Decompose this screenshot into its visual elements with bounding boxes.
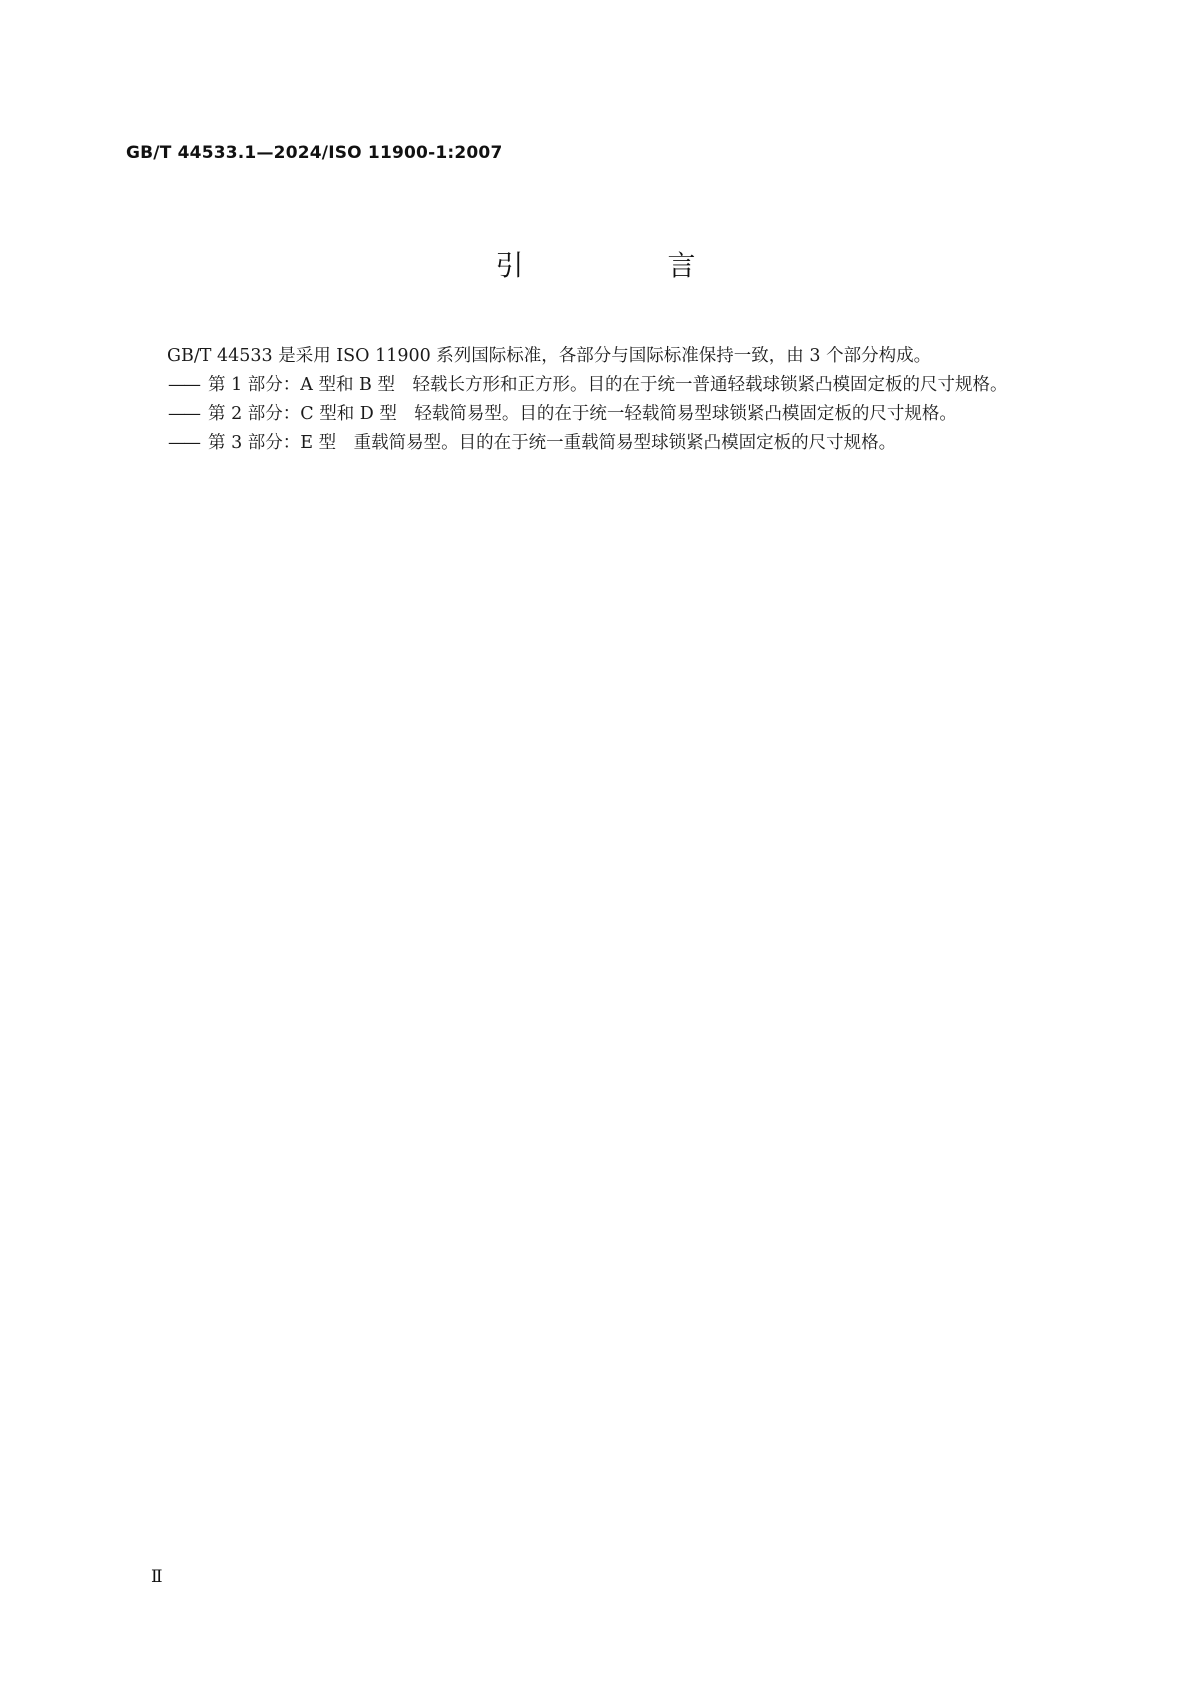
- page-number: Ⅱ: [151, 1567, 163, 1587]
- part-3-text: 第 3 部分：E 型 重载简易型。目的在于统一重载简易型球锁紧凸模固定板的尺寸规格。: [208, 433, 897, 453]
- list-dash: ——: [168, 433, 199, 453]
- introduction-body: [167, 342, 1057, 458]
- intro-paragraph: GB/T 44533 是采用 ISO 11900 系列国际标准，各部分与国际标准保持一致，由 3 个部分构成。: [167, 346, 932, 366]
- list-dash: ——: [168, 375, 199, 395]
- standard-code: GB/T 44533.1—2024/ISO 11900-1:2007: [126, 143, 503, 163]
- document-header: [126, 143, 502, 163]
- list-item-part-2: [168, 400, 1057, 429]
- list-item-part-3: [168, 429, 1057, 458]
- list-item-part-1: [168, 371, 1057, 400]
- parts-list: [167, 371, 1057, 458]
- part-1-text: 第 1 部分：A 型和 B 型 轻载长方形和正方形。目的在于统一普通轻载球锁紧凸模固定板的尺寸规格。: [208, 375, 1008, 395]
- section-title: 引 言: [495, 249, 754, 282]
- part-2-text: 第 2 部分：C 型和 D 型 轻载简易型。目的在于统一轻载简易型球锁紧凸模固定板的尺寸规格。: [208, 404, 957, 424]
- list-dash: ——: [168, 404, 199, 424]
